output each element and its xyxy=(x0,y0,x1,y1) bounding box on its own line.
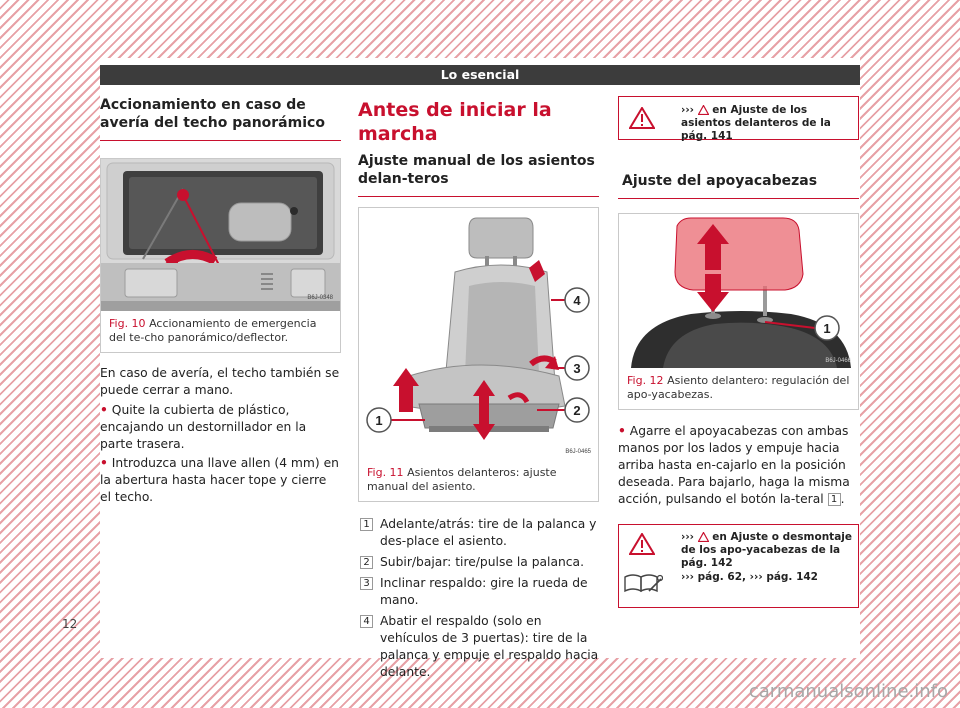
sunroof-bullet-2 xyxy=(100,455,341,506)
page-ref-link[interactable]: pág. 142 xyxy=(766,571,818,583)
step-number-badge: 4 xyxy=(360,615,373,628)
column-3 xyxy=(618,96,859,608)
section-heading-headrest: Ajuste del apoyacabezas xyxy=(618,172,859,199)
warning-text-headrest xyxy=(681,531,853,570)
seat-steps-list xyxy=(358,516,599,681)
figure-10-code: B6J-0348 xyxy=(307,295,333,301)
figure-11-caption xyxy=(359,460,598,501)
svg-text:1: 1 xyxy=(823,321,831,336)
step-number-badge: 1 xyxy=(360,518,373,531)
warning-box-headrest xyxy=(618,524,859,608)
sunroof-emergency-illustration xyxy=(101,159,340,311)
column-1 xyxy=(100,96,341,506)
callout-2 xyxy=(565,398,589,422)
warning-triangle-icon xyxy=(629,107,655,129)
link-arrows: ››› xyxy=(681,531,694,543)
figure-12-caption xyxy=(619,368,858,409)
link-arrows: ››› xyxy=(681,104,694,116)
svg-text:1: 1 xyxy=(375,413,383,428)
main-heading: Antes de iniciar la marcha xyxy=(358,99,552,145)
figure-11-code: B6J-0465 xyxy=(565,449,591,455)
step-number-badge: 2 xyxy=(360,556,373,569)
headrest-adjustment-illustration xyxy=(619,214,858,368)
link-arrows: ››› xyxy=(749,571,763,583)
callout-4 xyxy=(565,288,589,312)
page-references xyxy=(681,571,853,584)
figure-10 xyxy=(100,158,341,353)
sunroof-bullet-1 xyxy=(100,402,341,453)
svg-text:2: 2 xyxy=(573,403,581,418)
sunroof-bullet-2-text: Introduzca una llave allen (4 mm) en la abertura hasta hacer tope y cierre el techo. xyxy=(100,456,339,504)
bullet-icon: • xyxy=(100,403,108,417)
callout-1 xyxy=(367,408,391,432)
figure-12-label: Fig. 12 xyxy=(627,374,664,387)
section-heading-seats: Ajuste manual de los asientos delan-teros xyxy=(358,152,599,197)
headrest-bullet-text: Agarre el apoyacabezas con ambas manos por los lados y empuje hacia arriba hasta en-cajarlo en la posición deseada. Para bajarlo, haga la misma acción, pulsando el botón la-teral xyxy=(618,424,850,506)
footer-watermark[interactable]: carmanualsonline.info xyxy=(748,681,948,702)
figure-10-label: Fig. 10 xyxy=(109,317,146,330)
step-text: Adelante/atrás: tire de la palanca y des-place el asiento. xyxy=(380,517,597,548)
figure-10-caption-text: Accionamiento de emergencia del te-cho panorámico/deflector. xyxy=(109,317,317,344)
link-arrows: ››› xyxy=(681,571,694,583)
warning-text-seats xyxy=(681,104,853,143)
svg-text:4: 4 xyxy=(573,293,581,308)
list-item xyxy=(358,554,599,571)
figure-12-caption-text: Asiento delantero: regulación del apo-yacabezas. xyxy=(627,374,850,401)
step-number-badge: 3 xyxy=(360,577,373,590)
button-number-badge: 1 xyxy=(828,493,841,506)
step-text: Inclinar respaldo: gire la rueda de mano. xyxy=(380,576,588,607)
warning-triangle-icon xyxy=(698,532,709,542)
figure-10-caption xyxy=(101,311,340,352)
warning-ref-text[interactable]: en Ajuste de los asientos delanteros de la pág. 141 xyxy=(681,104,831,142)
figure-11-caption-text: Asientos delanteros: ajuste manual del asiento. xyxy=(367,466,557,493)
warning-box-seats xyxy=(618,96,859,140)
book-wrench-icon xyxy=(623,571,663,595)
sunroof-intro-text: En caso de avería, el techo también se puede cerrar a mano. xyxy=(100,366,340,397)
page-number: 12 xyxy=(62,617,78,631)
warning-ref-text[interactable]: en Ajuste o desmontaje de los apo-yacabezas de la pág. 142 xyxy=(681,531,853,569)
warning-triangle-icon xyxy=(698,105,709,115)
seat-adjustment-illustration xyxy=(359,208,598,460)
callout-1 xyxy=(815,316,839,340)
bullet-icon: • xyxy=(100,456,108,470)
page-ref-link[interactable]: pág. 62, xyxy=(697,571,747,583)
section-heading-sunroof: Accionamiento en caso de avería del techo panorámico xyxy=(100,96,341,141)
sunroof-bullet-1-text: Quite la cubierta de plástico, encajando un destornillador en la parte trasera. xyxy=(100,403,307,451)
list-item xyxy=(358,613,599,681)
figure-11-label: Fig. 11 xyxy=(367,466,404,479)
warning-triangle-icon xyxy=(629,533,655,555)
headrest-bullet xyxy=(618,423,859,508)
bullet-icon: • xyxy=(618,424,626,438)
svg-text:3: 3 xyxy=(573,361,581,376)
page-header: Lo esencial xyxy=(100,65,860,85)
figure-12-code: B6J-0466 xyxy=(825,358,851,364)
list-item xyxy=(358,575,599,609)
column-2 xyxy=(358,98,599,685)
figure-12 xyxy=(618,213,859,410)
step-text: Subir/bajar: tire/pulse la palanca. xyxy=(380,555,584,569)
figure-11 xyxy=(358,207,599,502)
headrest-bullet-end: . xyxy=(840,492,845,506)
list-item xyxy=(358,516,599,550)
callout-3 xyxy=(565,356,589,380)
step-text: Abatir el respaldo (solo en vehículos de 3 puertas): tire de la palanca y empuje el respaldo hacia delante. xyxy=(380,614,599,679)
